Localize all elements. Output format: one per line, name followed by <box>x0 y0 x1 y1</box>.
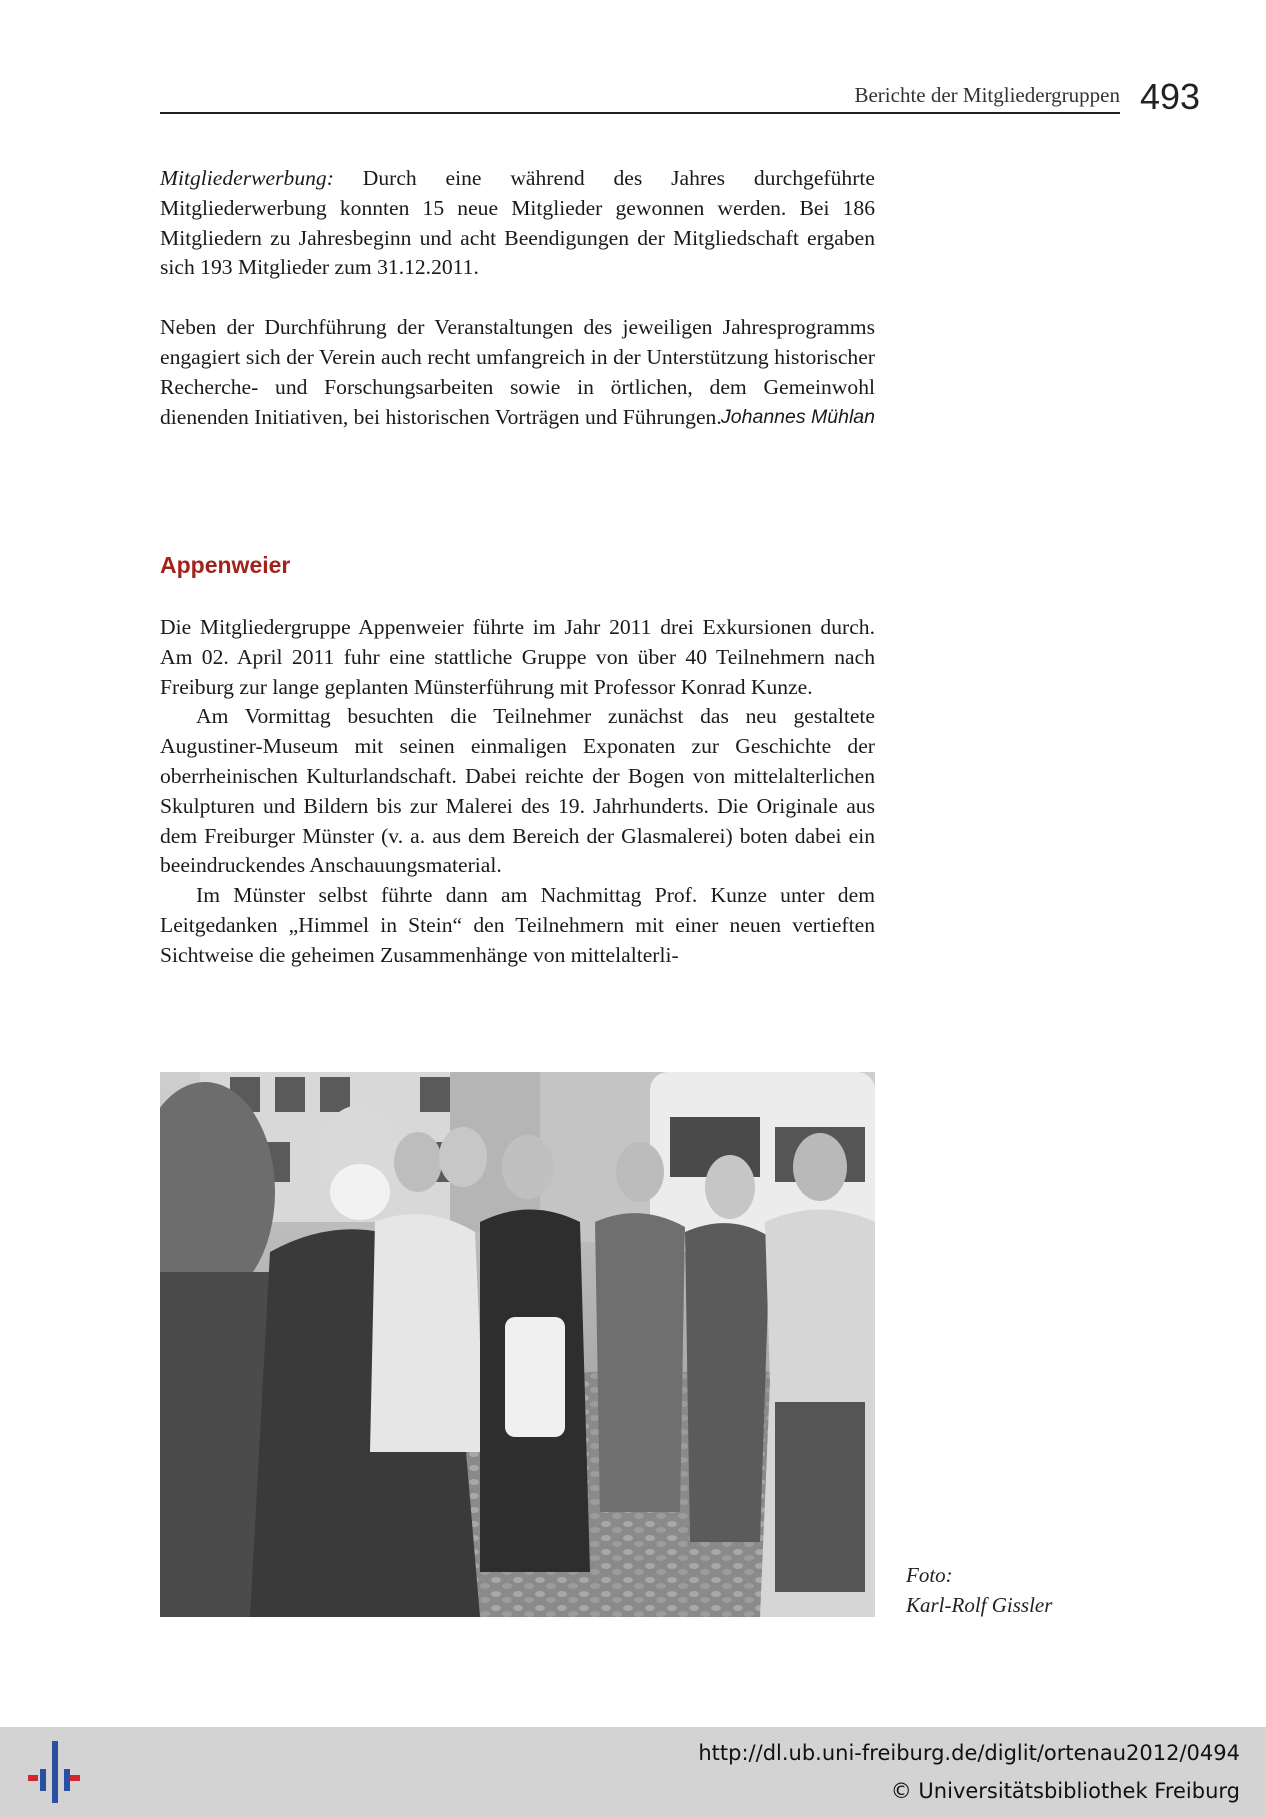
ub-freiburg-logo-icon <box>28 1739 80 1805</box>
author-signature: Johannes Mühlan <box>721 405 875 428</box>
photo-caption <box>906 1560 1052 1620</box>
paragraph-appenweier-1: Die Mitgliedergruppe Appenweier führte im Jahr 2011 drei Exkursionen durch. Am 02. April 2011 fuhr eine stattliche Gruppe von über 40 Teilnehmern nach Freiburg zur lange geplanten Münsterführung mit Professor Konrad Kunze. <box>160 615 875 699</box>
page-number: 493 <box>1140 76 1201 117</box>
group-photo <box>160 1072 875 1617</box>
caption-label: Foto: <box>906 1563 953 1587</box>
paragraph-mitgliederwerbung <box>160 164 875 283</box>
footer-url-link[interactable]: http://dl.ub.uni-freiburg.de/diglit/ortenau2012/0494 <box>698 1741 1240 1765</box>
running-head-title: Berichte der Mitgliedergruppen <box>854 83 1120 107</box>
caption-photographer: Karl-Rolf Gissler <box>906 1593 1053 1617</box>
paragraph-appenweier-3: Im Münster selbst führte dann am Nachmittag Prof. Kunze unter dem Leitgedanken „Himmel in Stein“ den Teilnehmern mit einer neuen vertieften Sichtweise die geheimen Zusammenhänge von mittelalterli- <box>160 883 875 967</box>
paragraph-verein <box>160 313 875 432</box>
paragraph-body: Durch eine während des Jahres durchgeführte Mitgliederwerbung konnten 15 neue Mitglieder gewonnen werden. Bei 186 Mitgliedern zu Jahresbeginn und acht Beendigungen der Mitgliedschaft ergaben sich 193 Mitglieder zum 31.12.2011. <box>160 166 875 280</box>
paragraph-appenweier-2: Am Vormittag besuchten die Teilnehmer zunächst das neu gestaltete Augustiner-Museum mit seinen einmaligen Exponaten zur Geschichte der oberrheinischen Kulturlandschaft. Dabei reichte der Bogen von mittelalterlichen Skulpturen und Bildern bis zur Malerei des 19. Jahrhunderts. Die Originale aus dem Freiburger Münster (v. a. aus dem Bereich der Glasmalerei) boten dabei ein beeindruckendes Anschauungsmaterial. <box>160 704 875 878</box>
appenweier-text-block <box>160 613 875 971</box>
footer-copyright: © Universitätsbibliothek Freiburg <box>890 1779 1240 1803</box>
footer-bar <box>0 1727 1266 1817</box>
paragraph-body: Neben der Durchführung der Veranstaltungen des jeweiligen Jahresprogramms engagiert sich der Verein auch recht umfangreich in der Unterstützung historischer Recherche- und Forschungsarbeiten sowie in örtlichen, dem Gemeinwohl dienenden Initiativen, bei historischen Vorträgen und Führungen. <box>160 315 875 429</box>
top-text-block <box>160 164 875 432</box>
paragraph-lead-term: Mitgliederwerbung: <box>160 166 334 190</box>
group-photo-image <box>160 1072 875 1617</box>
running-head <box>160 74 1120 114</box>
section-heading-appenweier: Appenweier <box>160 552 291 578</box>
